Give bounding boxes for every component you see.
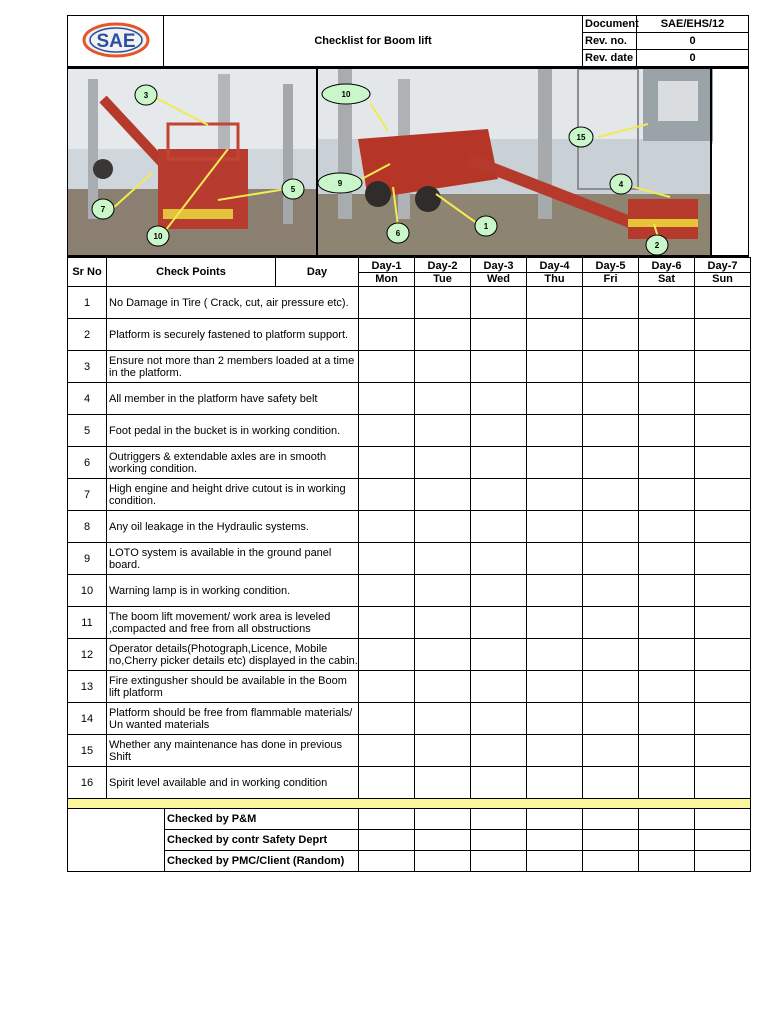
day-check-cell[interactable] (415, 511, 471, 543)
signoff-pm-label: Checked by P&M (165, 809, 359, 830)
separator-row (68, 799, 751, 809)
day-check-cell[interactable] (695, 447, 751, 479)
svg-text:10: 10 (153, 232, 163, 241)
marker-1 (475, 216, 497, 236)
logo-text: SAE (95, 30, 136, 52)
day-check-cell[interactable] (583, 479, 639, 511)
day-check-cell[interactable] (583, 351, 639, 383)
day-check-cell[interactable] (471, 447, 527, 479)
day-check-cell[interactable] (583, 447, 639, 479)
checklist-row (68, 671, 751, 703)
day-check-cell[interactable] (471, 703, 527, 735)
day-check-cell[interactable] (639, 447, 695, 479)
signoff-cell[interactable] (639, 809, 695, 830)
day-check-cell[interactable] (359, 319, 415, 351)
day-check-cell[interactable] (527, 383, 583, 415)
day-check-cell[interactable] (695, 735, 751, 767)
item-number: 9 (68, 543, 107, 575)
item-number: 15 (68, 735, 107, 767)
svg-text:7: 7 (100, 205, 106, 214)
marker-3 (135, 85, 157, 105)
right-photo (318, 69, 748, 255)
day-check-cell[interactable] (695, 703, 751, 735)
checklist-row (68, 447, 751, 479)
column-day-2: Day-2 Tue (415, 258, 471, 287)
signoff-cell[interactable] (583, 830, 639, 851)
signoff-cell[interactable] (415, 851, 471, 872)
svg-text:9: 9 (337, 179, 343, 188)
signoff-row (68, 851, 751, 872)
signoff-cell[interactable] (471, 830, 527, 851)
item-check-point: Fire extingusher should be available in the Boom lift platform (107, 671, 359, 703)
day-check-cell[interactable] (527, 639, 583, 671)
day-check-cell[interactable] (583, 287, 639, 319)
day-check-cell[interactable] (639, 479, 695, 511)
signoff-cell[interactable] (359, 809, 415, 830)
column-day-6: Day-6 Sat (639, 258, 695, 287)
signoff-cell[interactable] (359, 830, 415, 851)
day-check-cell[interactable] (695, 319, 751, 351)
signoff-cell[interactable] (415, 809, 471, 830)
day-check-cell[interactable] (415, 575, 471, 607)
day-check-cell[interactable] (695, 767, 751, 799)
day-check-cell[interactable] (695, 543, 751, 575)
item-check-point: Operator details(Photograph,Licence, Mobile no,Cherry picker details etc) displayed in the cabin. (107, 639, 359, 671)
day-check-cell[interactable] (359, 639, 415, 671)
item-check-point: No Damage in Tire ( Crack, cut, air pressure etc). (107, 287, 359, 319)
column-day-4: Day-4 Thu (527, 258, 583, 287)
day-check-cell[interactable] (583, 607, 639, 639)
company-logo (68, 16, 164, 67)
item-number: 16 (68, 767, 107, 799)
day-check-cell[interactable] (639, 639, 695, 671)
day-check-cell[interactable] (359, 447, 415, 479)
item-check-point: Platform should be free from flammable materials/ Un wanted materials (107, 703, 359, 735)
item-check-point: Foot pedal in the bucket is in working condition. (107, 415, 359, 447)
column-day: Day (276, 258, 359, 287)
svg-text:15: 15 (576, 133, 586, 142)
day-check-cell[interactable] (471, 383, 527, 415)
day-check-cell[interactable] (415, 287, 471, 319)
meta-value-rev-date: 0 (637, 50, 749, 67)
day-check-cell[interactable] (639, 287, 695, 319)
checklist-row (68, 511, 751, 543)
day-check-cell[interactable] (583, 671, 639, 703)
day-check-cell[interactable] (583, 703, 639, 735)
column-check-points: Check Points (107, 258, 276, 287)
signoff-cell[interactable] (583, 809, 639, 830)
item-number: 5 (68, 415, 107, 447)
day-check-cell[interactable] (639, 415, 695, 447)
signoff-cell[interactable] (527, 830, 583, 851)
day-check-cell[interactable] (359, 479, 415, 511)
day-check-cell[interactable] (695, 351, 751, 383)
day-check-cell[interactable] (471, 511, 527, 543)
svg-text:1: 1 (483, 222, 489, 231)
day-check-cell[interactable] (415, 767, 471, 799)
checklist-row (68, 319, 751, 351)
day-check-cell[interactable] (415, 479, 471, 511)
svg-text:2: 2 (654, 241, 660, 250)
signoff-cell[interactable] (639, 830, 695, 851)
marker-6 (387, 223, 409, 243)
day-check-cell[interactable] (471, 351, 527, 383)
day-check-cell[interactable] (415, 351, 471, 383)
item-check-point: LOTO system is available in the ground panel board. (107, 543, 359, 575)
day-check-cell[interactable] (359, 703, 415, 735)
marker-15 (569, 127, 593, 147)
item-check-point: The boom lift movement/ work area is leveled ,compacted and free from all obstructions (107, 607, 359, 639)
day-check-cell[interactable] (415, 543, 471, 575)
day-check-cell[interactable] (695, 415, 751, 447)
day-check-cell[interactable] (415, 607, 471, 639)
marker-7 (92, 199, 114, 219)
day-check-cell[interactable] (527, 319, 583, 351)
marker-10a (322, 84, 370, 104)
signoff-safety-label: Checked by contr Safety Deprt (165, 830, 359, 851)
marker-2 (646, 235, 668, 255)
boom-lift-photos (67, 67, 749, 257)
item-number: 2 (68, 319, 107, 351)
day-check-cell[interactable] (583, 383, 639, 415)
day-check-cell[interactable] (639, 543, 695, 575)
day-check-cell[interactable] (527, 415, 583, 447)
checklist-row (68, 383, 751, 415)
day-check-cell[interactable] (471, 767, 527, 799)
item-number: 10 (68, 575, 107, 607)
signoff-cell[interactable] (695, 851, 751, 872)
signoff-cell[interactable] (359, 851, 415, 872)
day-check-cell[interactable] (359, 767, 415, 799)
meta-label-rev-date: Rev. date (583, 50, 637, 67)
day-check-cell[interactable] (639, 383, 695, 415)
day-check-cell[interactable] (415, 639, 471, 671)
signoff-blank (68, 809, 165, 872)
day-check-cell[interactable] (527, 671, 583, 703)
item-number: 7 (68, 479, 107, 511)
svg-text:4: 4 (618, 180, 624, 189)
item-check-point: Any oil leakage in the Hydraulic systems. (107, 511, 359, 543)
item-number: 4 (68, 383, 107, 415)
marker-9 (318, 173, 362, 193)
marker-5 (282, 179, 304, 199)
day-check-cell[interactable] (695, 575, 751, 607)
marker-4 (610, 174, 632, 194)
day-check-cell[interactable] (639, 735, 695, 767)
day-check-cell[interactable] (415, 735, 471, 767)
day-check-cell[interactable] (471, 319, 527, 351)
day-check-cell[interactable] (695, 383, 751, 415)
column-day-1: Day-1 Mon (359, 258, 415, 287)
item-number: 6 (68, 447, 107, 479)
day-check-cell[interactable] (359, 607, 415, 639)
item-check-point: Outriggers & extendable axles are in smooth working condition. (107, 447, 359, 479)
column-day-7: Day-7 Sun (695, 258, 751, 287)
day-check-cell[interactable] (527, 351, 583, 383)
signoff-cell[interactable] (583, 851, 639, 872)
meta-value-document: SAE/EHS/12 (637, 16, 749, 33)
day-check-cell[interactable] (527, 287, 583, 319)
signoff-row (68, 830, 751, 851)
day-check-cell[interactable] (415, 447, 471, 479)
day-check-cell[interactable] (695, 671, 751, 703)
day-check-cell[interactable] (359, 671, 415, 703)
left-photo (68, 69, 316, 255)
day-check-cell[interactable] (471, 415, 527, 447)
day-check-cell[interactable] (471, 479, 527, 511)
day-check-cell[interactable] (695, 479, 751, 511)
meta-value-rev-no: 0 (637, 33, 749, 50)
column-sr-no: Sr No (68, 258, 107, 287)
day-check-cell[interactable] (471, 575, 527, 607)
checklist-row (68, 287, 751, 319)
checklist-row (68, 415, 751, 447)
marker-10b (147, 226, 169, 246)
svg-text:5: 5 (290, 185, 296, 194)
item-check-point: Ensure not more than 2 members loaded at a time in the platform. (107, 351, 359, 383)
day-check-cell[interactable] (695, 639, 751, 671)
column-day-5: Day-5 Fri (583, 258, 639, 287)
day-check-cell[interactable] (527, 575, 583, 607)
svg-text:6: 6 (395, 229, 401, 238)
checklist-table (67, 257, 751, 872)
day-check-cell[interactable] (695, 511, 751, 543)
day-check-cell[interactable] (471, 639, 527, 671)
day-check-cell[interactable] (583, 319, 639, 351)
signoff-cell[interactable] (527, 809, 583, 830)
signoff-cell[interactable] (471, 851, 527, 872)
day-check-cell[interactable] (359, 735, 415, 767)
page-title: Checklist for Boom lift (164, 16, 583, 67)
day-check-cell[interactable] (359, 543, 415, 575)
day-check-cell[interactable] (639, 575, 695, 607)
column-day-3: Day-3 Wed (471, 258, 527, 287)
item-number: 8 (68, 511, 107, 543)
checklist-sheet (67, 15, 749, 872)
day-check-cell[interactable] (639, 703, 695, 735)
item-number: 13 (68, 671, 107, 703)
day-check-cell[interactable] (415, 415, 471, 447)
day-check-cell[interactable] (639, 511, 695, 543)
day-check-cell[interactable] (695, 287, 751, 319)
checklist-row (68, 575, 751, 607)
checklist-row (68, 703, 751, 735)
day-check-cell[interactable] (695, 607, 751, 639)
document-header (67, 15, 749, 67)
day-check-cell[interactable] (415, 383, 471, 415)
item-check-point: High engine and height drive cutout is in working condition. (107, 479, 359, 511)
day-check-cell[interactable] (639, 767, 695, 799)
signoff-pmc-label: Checked by PMC/Client (Random) (165, 851, 359, 872)
day-check-cell[interactable] (471, 735, 527, 767)
checklist-row (68, 639, 751, 671)
item-number: 14 (68, 703, 107, 735)
day-check-cell[interactable] (583, 639, 639, 671)
checklist-row (68, 607, 751, 639)
item-number: 3 (68, 351, 107, 383)
day-check-cell[interactable] (639, 607, 695, 639)
item-number: 11 (68, 607, 107, 639)
meta-label-rev-no: Rev. no. (583, 33, 637, 50)
day-check-cell[interactable] (359, 287, 415, 319)
signoff-cell[interactable] (695, 830, 751, 851)
day-check-cell[interactable] (639, 671, 695, 703)
item-check-point: Platform is securely fastened to platform support. (107, 319, 359, 351)
day-check-cell[interactable] (415, 703, 471, 735)
item-check-point: All member in the platform have safety belt (107, 383, 359, 415)
day-check-cell[interactable] (527, 735, 583, 767)
checklist-row (68, 767, 751, 799)
day-check-cell[interactable] (359, 575, 415, 607)
day-check-cell[interactable] (359, 511, 415, 543)
boom-lift-photo-illustration (68, 69, 748, 255)
day-check-cell[interactable] (527, 447, 583, 479)
day-check-cell[interactable] (359, 415, 415, 447)
signoff-cell[interactable] (695, 809, 751, 830)
day-check-cell[interactable] (583, 543, 639, 575)
column-header-row (68, 258, 751, 287)
checklist-row (68, 543, 751, 575)
day-check-cell[interactable] (527, 543, 583, 575)
day-check-cell[interactable] (639, 319, 695, 351)
item-number: 12 (68, 639, 107, 671)
item-number: 1 (68, 287, 107, 319)
day-check-cell[interactable] (471, 607, 527, 639)
day-check-cell[interactable] (359, 351, 415, 383)
signoff-row (68, 809, 751, 830)
signoff-cell[interactable] (471, 809, 527, 830)
item-check-point: Warning lamp is in working condition. (107, 575, 359, 607)
signoff-cell[interactable] (527, 851, 583, 872)
item-check-point: Spirit level available and in working condition (107, 767, 359, 799)
checklist-row (68, 351, 751, 383)
day-check-cell[interactable] (471, 287, 527, 319)
item-check-point: Whether any maintenance has done in previous Shift (107, 735, 359, 767)
checklist-row (68, 735, 751, 767)
day-check-cell[interactable] (471, 543, 527, 575)
day-check-cell[interactable] (415, 319, 471, 351)
day-check-cell[interactable] (527, 607, 583, 639)
day-check-cell[interactable] (583, 735, 639, 767)
svg-text:10: 10 (341, 90, 351, 99)
checklist-row (68, 479, 751, 511)
day-check-cell[interactable] (415, 671, 471, 703)
day-check-cell[interactable] (359, 383, 415, 415)
day-check-cell[interactable] (583, 415, 639, 447)
svg-text:3: 3 (143, 91, 149, 100)
day-check-cell[interactable] (527, 511, 583, 543)
meta-label-document: Document (583, 16, 637, 33)
day-check-cell[interactable] (639, 351, 695, 383)
day-check-cell[interactable] (583, 575, 639, 607)
signoff-cell[interactable] (639, 851, 695, 872)
day-check-cell[interactable] (527, 767, 583, 799)
sae-logo-icon (81, 21, 151, 59)
day-check-cell[interactable] (583, 511, 639, 543)
day-check-cell[interactable] (527, 703, 583, 735)
day-check-cell[interactable] (527, 479, 583, 511)
day-check-cell[interactable] (583, 767, 639, 799)
signoff-cell[interactable] (415, 830, 471, 851)
day-check-cell[interactable] (471, 671, 527, 703)
